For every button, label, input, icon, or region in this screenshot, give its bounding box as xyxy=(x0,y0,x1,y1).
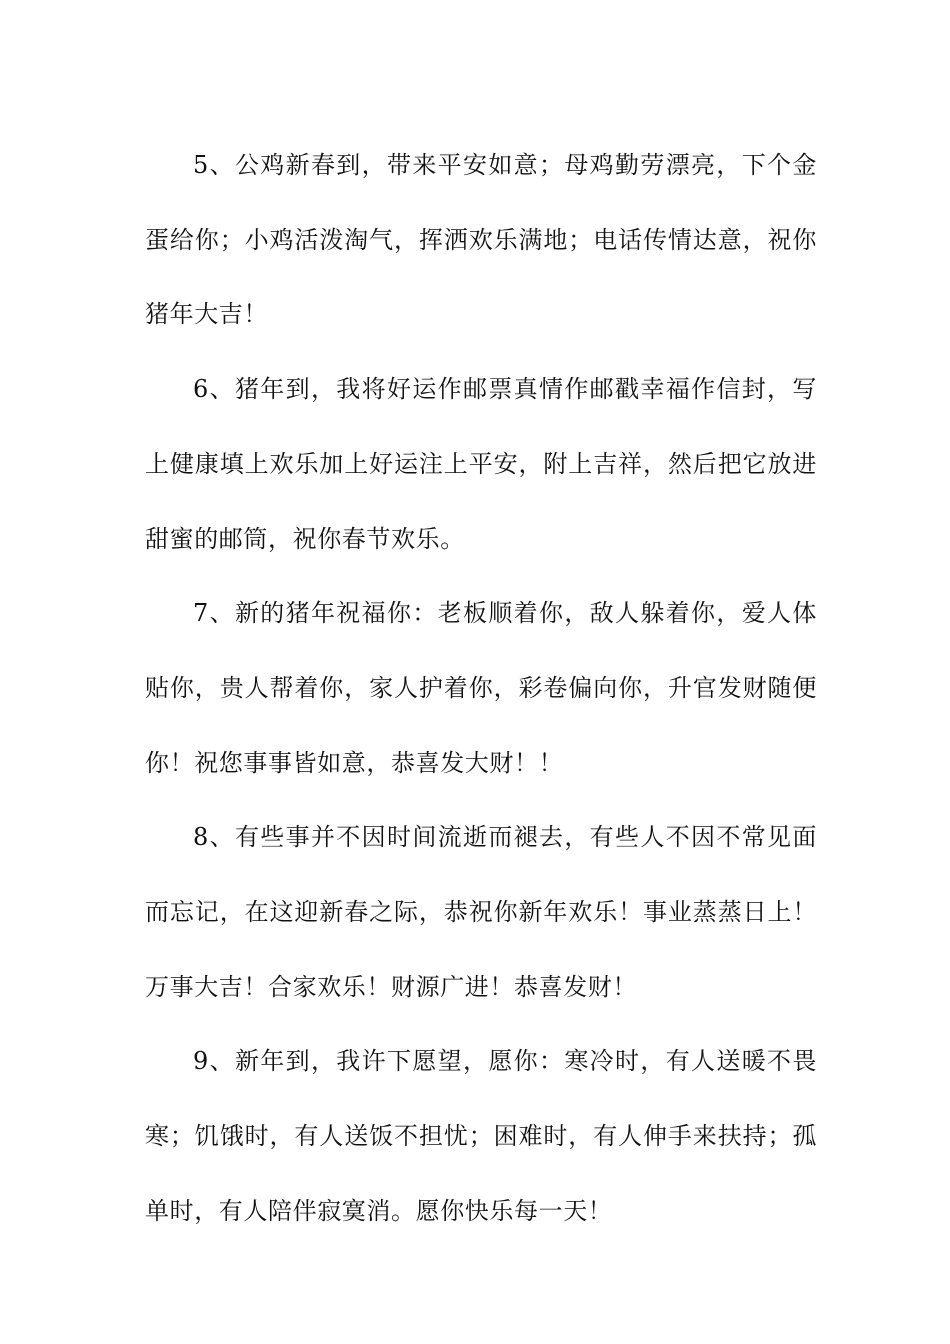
document-body xyxy=(145,128,817,1249)
paragraph-9: 9、新年到，我许下愿望，愿你：寒冷时，有人送暖不畏寒；饥饿时，有人送饭不担忧；困难时，有人伸手来扶持；孤单时，有人陪伴寂寞消。愿你快乐每一天！ xyxy=(145,1047,817,1225)
paragraph-5: 5、公鸡新春到，带来平安如意；母鸡勤劳漂亮，下个金蛋给你；小鸡活泼淘气，挥洒欢乐满地；电话传情达意，祝你猪年大吉！ xyxy=(145,151,817,329)
paragraph-6: 6、猪年到，我将好运作邮票真情作邮戳幸福作信封，写上健康填上欢乐加上好运注上平安，附上吉祥，然后把它放进甜蜜的邮筒，祝你春节欢乐。 xyxy=(145,375,817,553)
paragraph-7: 7、新的猪年祝福你：老板顺着你，敌人躲着你，爱人体贴你，贵人帮着你，家人护着你，彩卷偏向你，升官发财随便你！祝您事事皆如意，恭喜发大财！！ xyxy=(145,599,817,777)
paragraph-8: 8、有些事并不因时间流逝而褪去，有些人不因不常见面而忘记，在这迎新春之际，恭祝你新年欢乐！事业蒸蒸日上！万事大吉！合家欢乐！财源广进！恭喜发财！ xyxy=(145,823,817,1001)
